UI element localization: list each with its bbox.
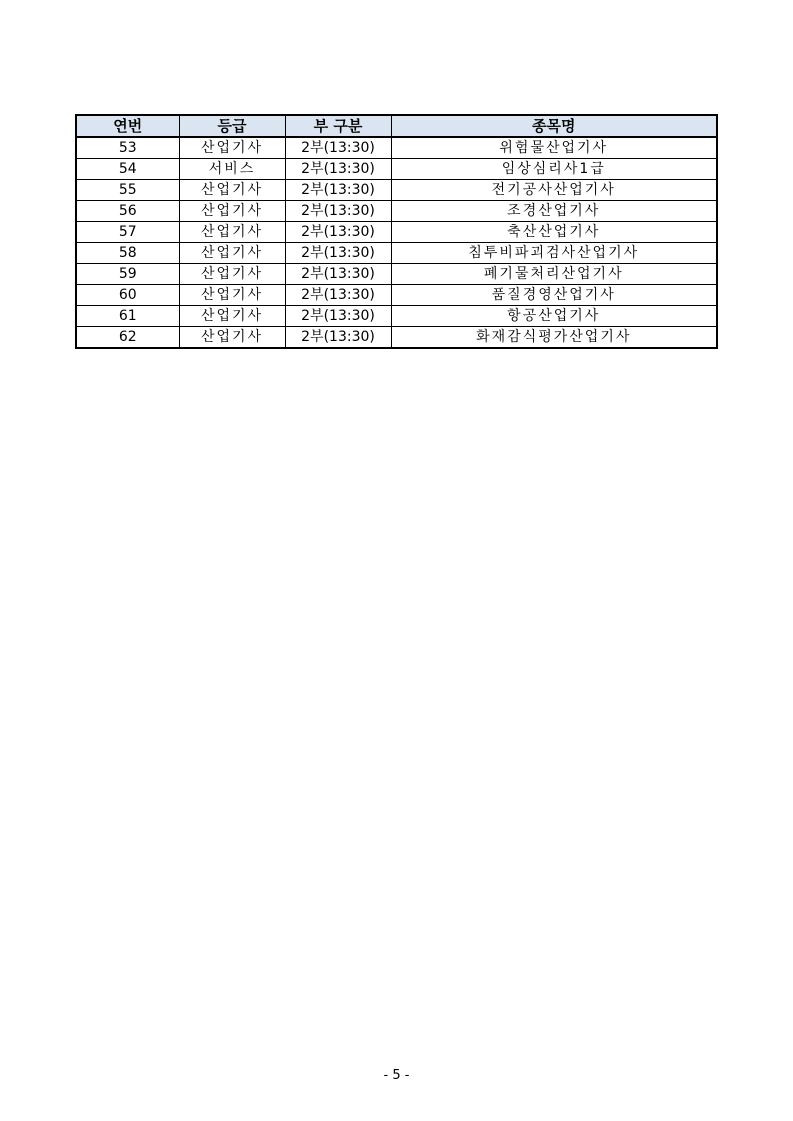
table-row bbox=[76, 180, 717, 201]
cell-subject-name: 임상심리사1급 bbox=[391, 159, 717, 180]
cell-serial-number: 56 bbox=[76, 201, 179, 222]
cell-subject-name: 폐기물처리산업기사 bbox=[391, 264, 717, 285]
cell-serial-number: 59 bbox=[76, 264, 179, 285]
header-grade: 등급 bbox=[179, 115, 285, 137]
cell-session: 2부(13:30) bbox=[285, 285, 391, 306]
table-row bbox=[76, 327, 717, 349]
cell-grade: 산업기사 bbox=[179, 201, 285, 222]
cell-grade: 산업기사 bbox=[179, 180, 285, 201]
exam-schedule-table bbox=[75, 114, 718, 349]
cell-serial-number: 55 bbox=[76, 180, 179, 201]
cell-session: 2부(13:30) bbox=[285, 327, 391, 349]
cell-subject-name: 품질경영산업기사 bbox=[391, 285, 717, 306]
cell-grade: 산업기사 bbox=[179, 222, 285, 243]
cell-serial-number: 57 bbox=[76, 222, 179, 243]
header-serial-number: 연번 bbox=[76, 115, 179, 137]
cell-session: 2부(13:30) bbox=[285, 222, 391, 243]
cell-grade: 산업기사 bbox=[179, 264, 285, 285]
cell-grade: 산업기사 bbox=[179, 327, 285, 349]
cell-serial-number: 53 bbox=[76, 137, 179, 159]
cell-subject-name: 위험물산업기사 bbox=[391, 137, 717, 159]
table-row bbox=[76, 137, 717, 159]
cell-serial-number: 54 bbox=[76, 159, 179, 180]
table-row bbox=[76, 159, 717, 180]
cell-session: 2부(13:30) bbox=[285, 159, 391, 180]
cell-grade: 서비스 bbox=[179, 159, 285, 180]
table-row bbox=[76, 201, 717, 222]
cell-serial-number: 60 bbox=[76, 285, 179, 306]
table-row bbox=[76, 264, 717, 285]
cell-serial-number: 58 bbox=[76, 243, 179, 264]
table-row bbox=[76, 222, 717, 243]
cell-serial-number: 61 bbox=[76, 306, 179, 327]
cell-subject-name: 항공산업기사 bbox=[391, 306, 717, 327]
cell-subject-name: 화재감식평가산업기사 bbox=[391, 327, 717, 349]
cell-session: 2부(13:30) bbox=[285, 180, 391, 201]
cell-session: 2부(13:30) bbox=[285, 264, 391, 285]
exam-schedule-table-container bbox=[75, 114, 716, 349]
cell-grade: 산업기사 bbox=[179, 306, 285, 327]
cell-subject-name: 침투비파괴검사산업기사 bbox=[391, 243, 717, 264]
cell-session: 2부(13:30) bbox=[285, 306, 391, 327]
cell-grade: 산업기사 bbox=[179, 285, 285, 306]
page-number: - 5 - bbox=[383, 1068, 410, 1083]
cell-subject-name: 축산산업기사 bbox=[391, 222, 717, 243]
cell-subject-name: 조경산업기사 bbox=[391, 201, 717, 222]
table-row bbox=[76, 243, 717, 264]
header-subject-name: 종목명 bbox=[391, 115, 717, 137]
table-header-row bbox=[76, 115, 717, 137]
cell-subject-name: 전기공사산업기사 bbox=[391, 180, 717, 201]
cell-grade: 산업기사 bbox=[179, 137, 285, 159]
table-row bbox=[76, 285, 717, 306]
cell-grade: 산업기사 bbox=[179, 243, 285, 264]
table-row bbox=[76, 306, 717, 327]
cell-serial-number: 62 bbox=[76, 327, 179, 349]
cell-session: 2부(13:30) bbox=[285, 243, 391, 264]
header-session: 부 구분 bbox=[285, 115, 391, 137]
cell-session: 2부(13:30) bbox=[285, 137, 391, 159]
cell-session: 2부(13:30) bbox=[285, 201, 391, 222]
